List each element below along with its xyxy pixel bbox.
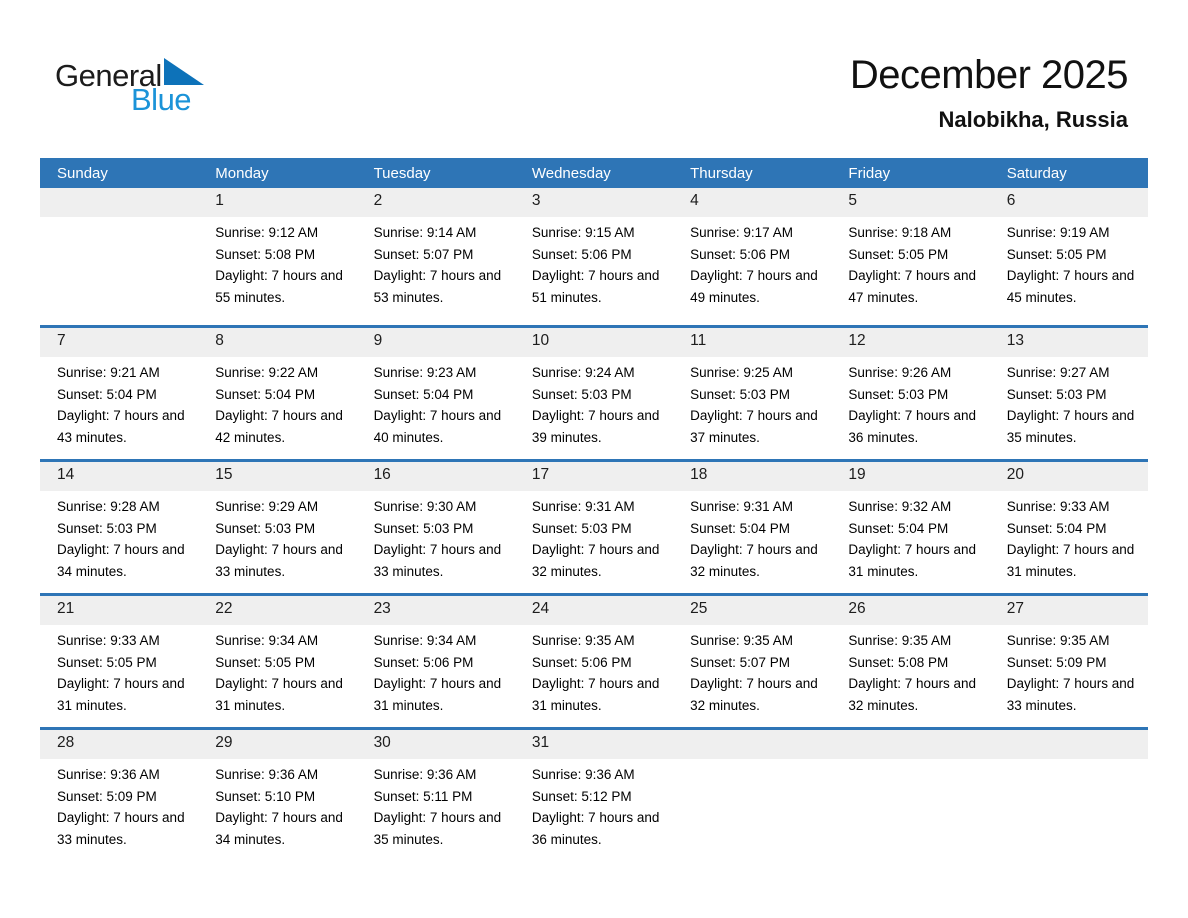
sunset-line: Sunset: 5:03 PM	[1006, 386, 1107, 402]
day-cell	[198, 625, 356, 716]
daylight-line: Daylight: 7 hours and 33 minutes.	[1006, 676, 1135, 713]
weekday-header-wednesday: Wednesday	[531, 164, 611, 182]
empty-day-cell	[831, 759, 989, 850]
sunset-line: Sunset: 5:03 PM	[848, 386, 949, 402]
day-cell	[673, 491, 831, 582]
sunrise-line: Sunrise: 9:35 AM	[531, 633, 635, 648]
sunrise-line: Sunrise: 9:35 AM	[1006, 633, 1110, 648]
day-number: 7	[57, 332, 66, 349]
day-number: 18	[690, 466, 708, 483]
sunrise-line: Sunrise: 9:34 AM	[215, 633, 319, 648]
sunset-line: Sunset: 5:04 PM	[215, 386, 316, 402]
calendar-weeks	[40, 188, 1148, 861]
sunset-line: Sunset: 5:08 PM	[215, 246, 316, 262]
daylight-line: Daylight: 7 hours and 45 minutes.	[1006, 268, 1135, 305]
day-cell	[990, 357, 1148, 448]
sunrise-line: Sunrise: 9:27 AM	[1006, 365, 1110, 380]
sunrise-line: Sunrise: 9:26 AM	[848, 365, 952, 380]
daylight-line: Daylight: 7 hours and 33 minutes.	[215, 542, 343, 579]
day-cell	[673, 625, 831, 716]
sunset-line: Sunset: 5:03 PM	[215, 520, 316, 536]
logo-text-general: General	[55, 58, 162, 93]
sunset-line: Sunset: 5:03 PM	[690, 386, 790, 402]
daylight-line: Daylight: 7 hours and 31 minutes.	[1006, 542, 1135, 579]
daylight-line: Daylight: 7 hours and 35 minutes.	[373, 810, 502, 847]
daylight-line: Daylight: 7 hours and 34 minutes.	[215, 810, 343, 847]
sunset-line: Sunset: 5:05 PM	[215, 654, 316, 670]
weekday-header-saturday: Saturday	[1006, 164, 1067, 182]
weekday-header-sunday: Sunday	[57, 164, 108, 182]
day-cell	[357, 759, 515, 850]
calendar-week-row	[40, 593, 1148, 727]
day-number: 4	[690, 192, 699, 209]
day-cell	[40, 491, 198, 582]
day-number: 30	[373, 734, 391, 751]
daylight-line: Daylight: 7 hours and 32 minutes.	[848, 676, 976, 713]
empty-day-cell	[990, 759, 1148, 850]
week-content-row	[40, 491, 1148, 582]
sunset-line: Sunset: 5:04 PM	[373, 386, 474, 402]
daylight-line: Daylight: 7 hours and 33 minutes.	[57, 810, 185, 847]
day-number-strip	[40, 328, 1148, 357]
sunset-line: Sunset: 5:06 PM	[690, 246, 790, 262]
sunset-line: Sunset: 5:05 PM	[57, 654, 157, 670]
day-cell	[990, 625, 1148, 716]
day-number	[990, 730, 1148, 759]
daylight-line: Daylight: 7 hours and 47 minutes.	[848, 268, 976, 305]
day-cell	[40, 759, 198, 850]
sunrise-line: Sunrise: 9:31 AM	[531, 499, 635, 514]
sunset-line: Sunset: 5:12 PM	[531, 788, 632, 804]
day-number: 11	[690, 332, 707, 349]
page-header	[0, 0, 1188, 158]
weekday-header-row	[40, 158, 1148, 188]
day-number: 19	[848, 466, 866, 483]
sunset-line: Sunset: 5:09 PM	[1006, 654, 1107, 670]
sunset-line: Sunset: 5:03 PM	[531, 386, 632, 402]
daylight-line: Daylight: 7 hours and 55 minutes.	[215, 268, 343, 305]
sunrise-line: Sunrise: 9:32 AM	[848, 499, 952, 514]
sunset-line: Sunset: 5:10 PM	[215, 788, 316, 804]
daylight-line: Daylight: 7 hours and 31 minutes.	[848, 542, 976, 579]
day-number: 23	[373, 600, 391, 617]
weekday-header-thursday: Thursday	[690, 164, 753, 182]
day-number: 16	[373, 466, 391, 483]
day-number: 25	[690, 600, 708, 617]
day-number: 24	[531, 600, 550, 617]
sunset-line: Sunset: 5:04 PM	[1006, 520, 1107, 536]
day-cell	[357, 491, 515, 582]
sunset-line: Sunset: 5:04 PM	[57, 386, 157, 402]
daylight-line: Daylight: 7 hours and 42 minutes.	[215, 408, 343, 445]
sunrise-line: Sunrise: 9:34 AM	[373, 633, 477, 648]
day-number: 28	[57, 734, 75, 751]
daylight-line: Daylight: 7 hours and 31 minutes.	[57, 676, 185, 713]
daylight-line: Daylight: 7 hours and 39 minutes.	[531, 408, 660, 445]
day-number: 17	[531, 466, 550, 483]
day-cell	[357, 625, 515, 716]
sunrise-line: Sunrise: 9:35 AM	[690, 633, 793, 648]
day-number	[673, 730, 831, 759]
sunset-line: Sunset: 5:04 PM	[690, 520, 790, 536]
day-number: 8	[215, 332, 224, 349]
sunrise-line: Sunrise: 9:36 AM	[531, 767, 635, 782]
day-cell	[198, 759, 356, 850]
daylight-line: Daylight: 7 hours and 31 minutes.	[373, 676, 502, 713]
day-number: 12	[848, 332, 866, 349]
day-number: 15	[215, 466, 233, 483]
empty-day-cell	[40, 217, 198, 308]
daylight-line: Daylight: 7 hours and 31 minutes.	[215, 676, 343, 713]
sunrise-line: Sunrise: 9:25 AM	[690, 365, 793, 380]
weekday-header-monday: Monday	[215, 164, 269, 182]
week-content-row	[40, 625, 1148, 716]
sunrise-line: Sunrise: 9:36 AM	[215, 767, 319, 782]
daylight-line: Daylight: 7 hours and 32 minutes.	[690, 542, 818, 579]
sunset-line: Sunset: 5:03 PM	[531, 520, 632, 536]
weekday-header-tuesday: Tuesday	[373, 164, 431, 182]
day-cell	[40, 625, 198, 716]
daylight-line: Daylight: 7 hours and 40 minutes.	[373, 408, 502, 445]
day-cell	[198, 357, 356, 448]
day-number: 26	[848, 600, 866, 617]
day-number: 21	[57, 600, 75, 617]
sunrise-line: Sunrise: 9:18 AM	[848, 225, 952, 240]
daylight-line: Daylight: 7 hours and 51 minutes.	[531, 268, 660, 305]
day-number: 20	[1006, 466, 1024, 483]
day-number: 1	[215, 192, 224, 209]
calendar-week-row	[40, 325, 1148, 459]
daylight-line: Daylight: 7 hours and 32 minutes.	[531, 542, 660, 579]
month-title: December 2025	[849, 53, 1128, 97]
day-number: 2	[373, 192, 383, 209]
sunrise-line: Sunrise: 9:28 AM	[57, 499, 160, 514]
sunrise-line: Sunrise: 9:36 AM	[373, 767, 477, 782]
sunset-line: Sunset: 5:04 PM	[848, 520, 949, 536]
empty-day-cell	[673, 759, 831, 850]
sunrise-line: Sunrise: 9:31 AM	[690, 499, 793, 514]
day-cell	[40, 357, 198, 448]
calendar-table	[40, 158, 1148, 861]
day-number: 10	[531, 332, 550, 349]
general-blue-logo	[55, 58, 204, 115]
sunset-line: Sunset: 5:05 PM	[848, 246, 949, 262]
day-cell	[673, 217, 831, 308]
sunset-line: Sunset: 5:05 PM	[1006, 246, 1107, 262]
day-number: 22	[215, 600, 233, 617]
sunrise-line: Sunrise: 9:29 AM	[215, 499, 319, 514]
calendar-week-row	[40, 727, 1148, 861]
sunset-line: Sunset: 5:03 PM	[57, 520, 157, 536]
sunset-line: Sunset: 5:08 PM	[848, 654, 949, 670]
daylight-line: Daylight: 7 hours and 53 minutes.	[373, 268, 502, 305]
sunset-line: Sunset: 5:11 PM	[373, 788, 473, 804]
day-cell	[515, 491, 673, 582]
sunset-line: Sunset: 5:06 PM	[531, 246, 632, 262]
calendar-titles	[850, 52, 1128, 133]
day-cell	[831, 217, 989, 308]
day-number: 31	[531, 734, 550, 751]
sunset-line: Sunset: 5:07 PM	[373, 246, 474, 262]
sunrise-line: Sunrise: 9:14 AM	[373, 225, 477, 240]
day-number: 27	[1006, 600, 1024, 617]
daylight-line: Daylight: 7 hours and 33 minutes.	[373, 542, 502, 579]
location-subtitle: Nalobikha, Russia	[938, 107, 1128, 132]
day-number-strip	[40, 188, 1148, 217]
week-content-row	[40, 759, 1148, 850]
sunrise-line: Sunrise: 9:21 AM	[57, 365, 160, 380]
day-cell	[831, 357, 989, 448]
daylight-line: Daylight: 7 hours and 49 minutes.	[690, 268, 818, 305]
daylight-line: Daylight: 7 hours and 36 minutes.	[848, 408, 976, 445]
day-cell	[515, 357, 673, 448]
day-number	[831, 730, 989, 759]
daylight-line: Daylight: 7 hours and 36 minutes.	[531, 810, 660, 847]
daylight-line: Daylight: 7 hours and 43 minutes.	[57, 408, 185, 445]
sunset-line: Sunset: 5:03 PM	[373, 520, 474, 536]
daylight-line: Daylight: 7 hours and 32 minutes.	[690, 676, 818, 713]
week-content-row	[40, 357, 1148, 448]
sunset-line: Sunset: 5:07 PM	[690, 654, 790, 670]
day-cell	[831, 491, 989, 582]
sunrise-line: Sunrise: 9:23 AM	[373, 365, 477, 380]
week-content-row	[40, 217, 1148, 308]
day-number	[40, 188, 198, 217]
day-cell	[357, 357, 515, 448]
daylight-line: Daylight: 7 hours and 34 minutes.	[57, 542, 185, 579]
day-number-strip	[40, 596, 1148, 625]
day-number-strip	[40, 462, 1148, 491]
sunrise-line: Sunrise: 9:19 AM	[1006, 225, 1110, 240]
daylight-line: Daylight: 7 hours and 31 minutes.	[531, 676, 660, 713]
logo-text-blue: Blue	[131, 82, 192, 117]
calendar-week-row	[40, 459, 1148, 593]
day-cell	[990, 217, 1148, 308]
weekday-header-friday: Friday	[848, 164, 891, 182]
sunset-line: Sunset: 5:06 PM	[373, 654, 474, 670]
day-number-strip	[40, 730, 1148, 759]
day-cell	[990, 491, 1148, 582]
sunrise-line: Sunrise: 9:24 AM	[531, 365, 635, 380]
sunrise-line: Sunrise: 9:35 AM	[848, 633, 952, 648]
day-cell	[673, 357, 831, 448]
day-cell	[515, 759, 673, 850]
day-cell	[515, 217, 673, 308]
day-number: 6	[1006, 192, 1016, 209]
sunrise-line: Sunrise: 9:22 AM	[215, 365, 319, 380]
triangle-shape	[164, 58, 204, 85]
day-number: 14	[57, 466, 75, 483]
day-cell	[515, 625, 673, 716]
sunrise-line: Sunrise: 9:30 AM	[373, 499, 477, 514]
day-cell	[831, 625, 989, 716]
daylight-line: Daylight: 7 hours and 35 minutes.	[1006, 408, 1135, 445]
day-number: 29	[215, 734, 233, 751]
day-number: 9	[373, 332, 383, 349]
sunrise-line: Sunrise: 9:17 AM	[690, 225, 793, 240]
sunrise-line: Sunrise: 9:36 AM	[57, 767, 160, 782]
sunrise-line: Sunrise: 9:33 AM	[1006, 499, 1110, 514]
sunset-line: Sunset: 5:09 PM	[57, 788, 157, 804]
calendar-week-row	[40, 188, 1148, 325]
day-number: 3	[531, 192, 541, 209]
daylight-line: Daylight: 7 hours and 37 minutes.	[690, 408, 818, 445]
day-number: 13	[1006, 332, 1024, 349]
sunset-line: Sunset: 5:06 PM	[531, 654, 632, 670]
day-cell	[198, 217, 356, 308]
sunrise-line: Sunrise: 9:12 AM	[215, 225, 319, 240]
sunrise-line: Sunrise: 9:33 AM	[57, 633, 160, 648]
day-cell	[198, 491, 356, 582]
sunrise-line: Sunrise: 9:15 AM	[531, 225, 635, 240]
day-number: 5	[848, 192, 858, 209]
day-cell	[357, 217, 515, 308]
